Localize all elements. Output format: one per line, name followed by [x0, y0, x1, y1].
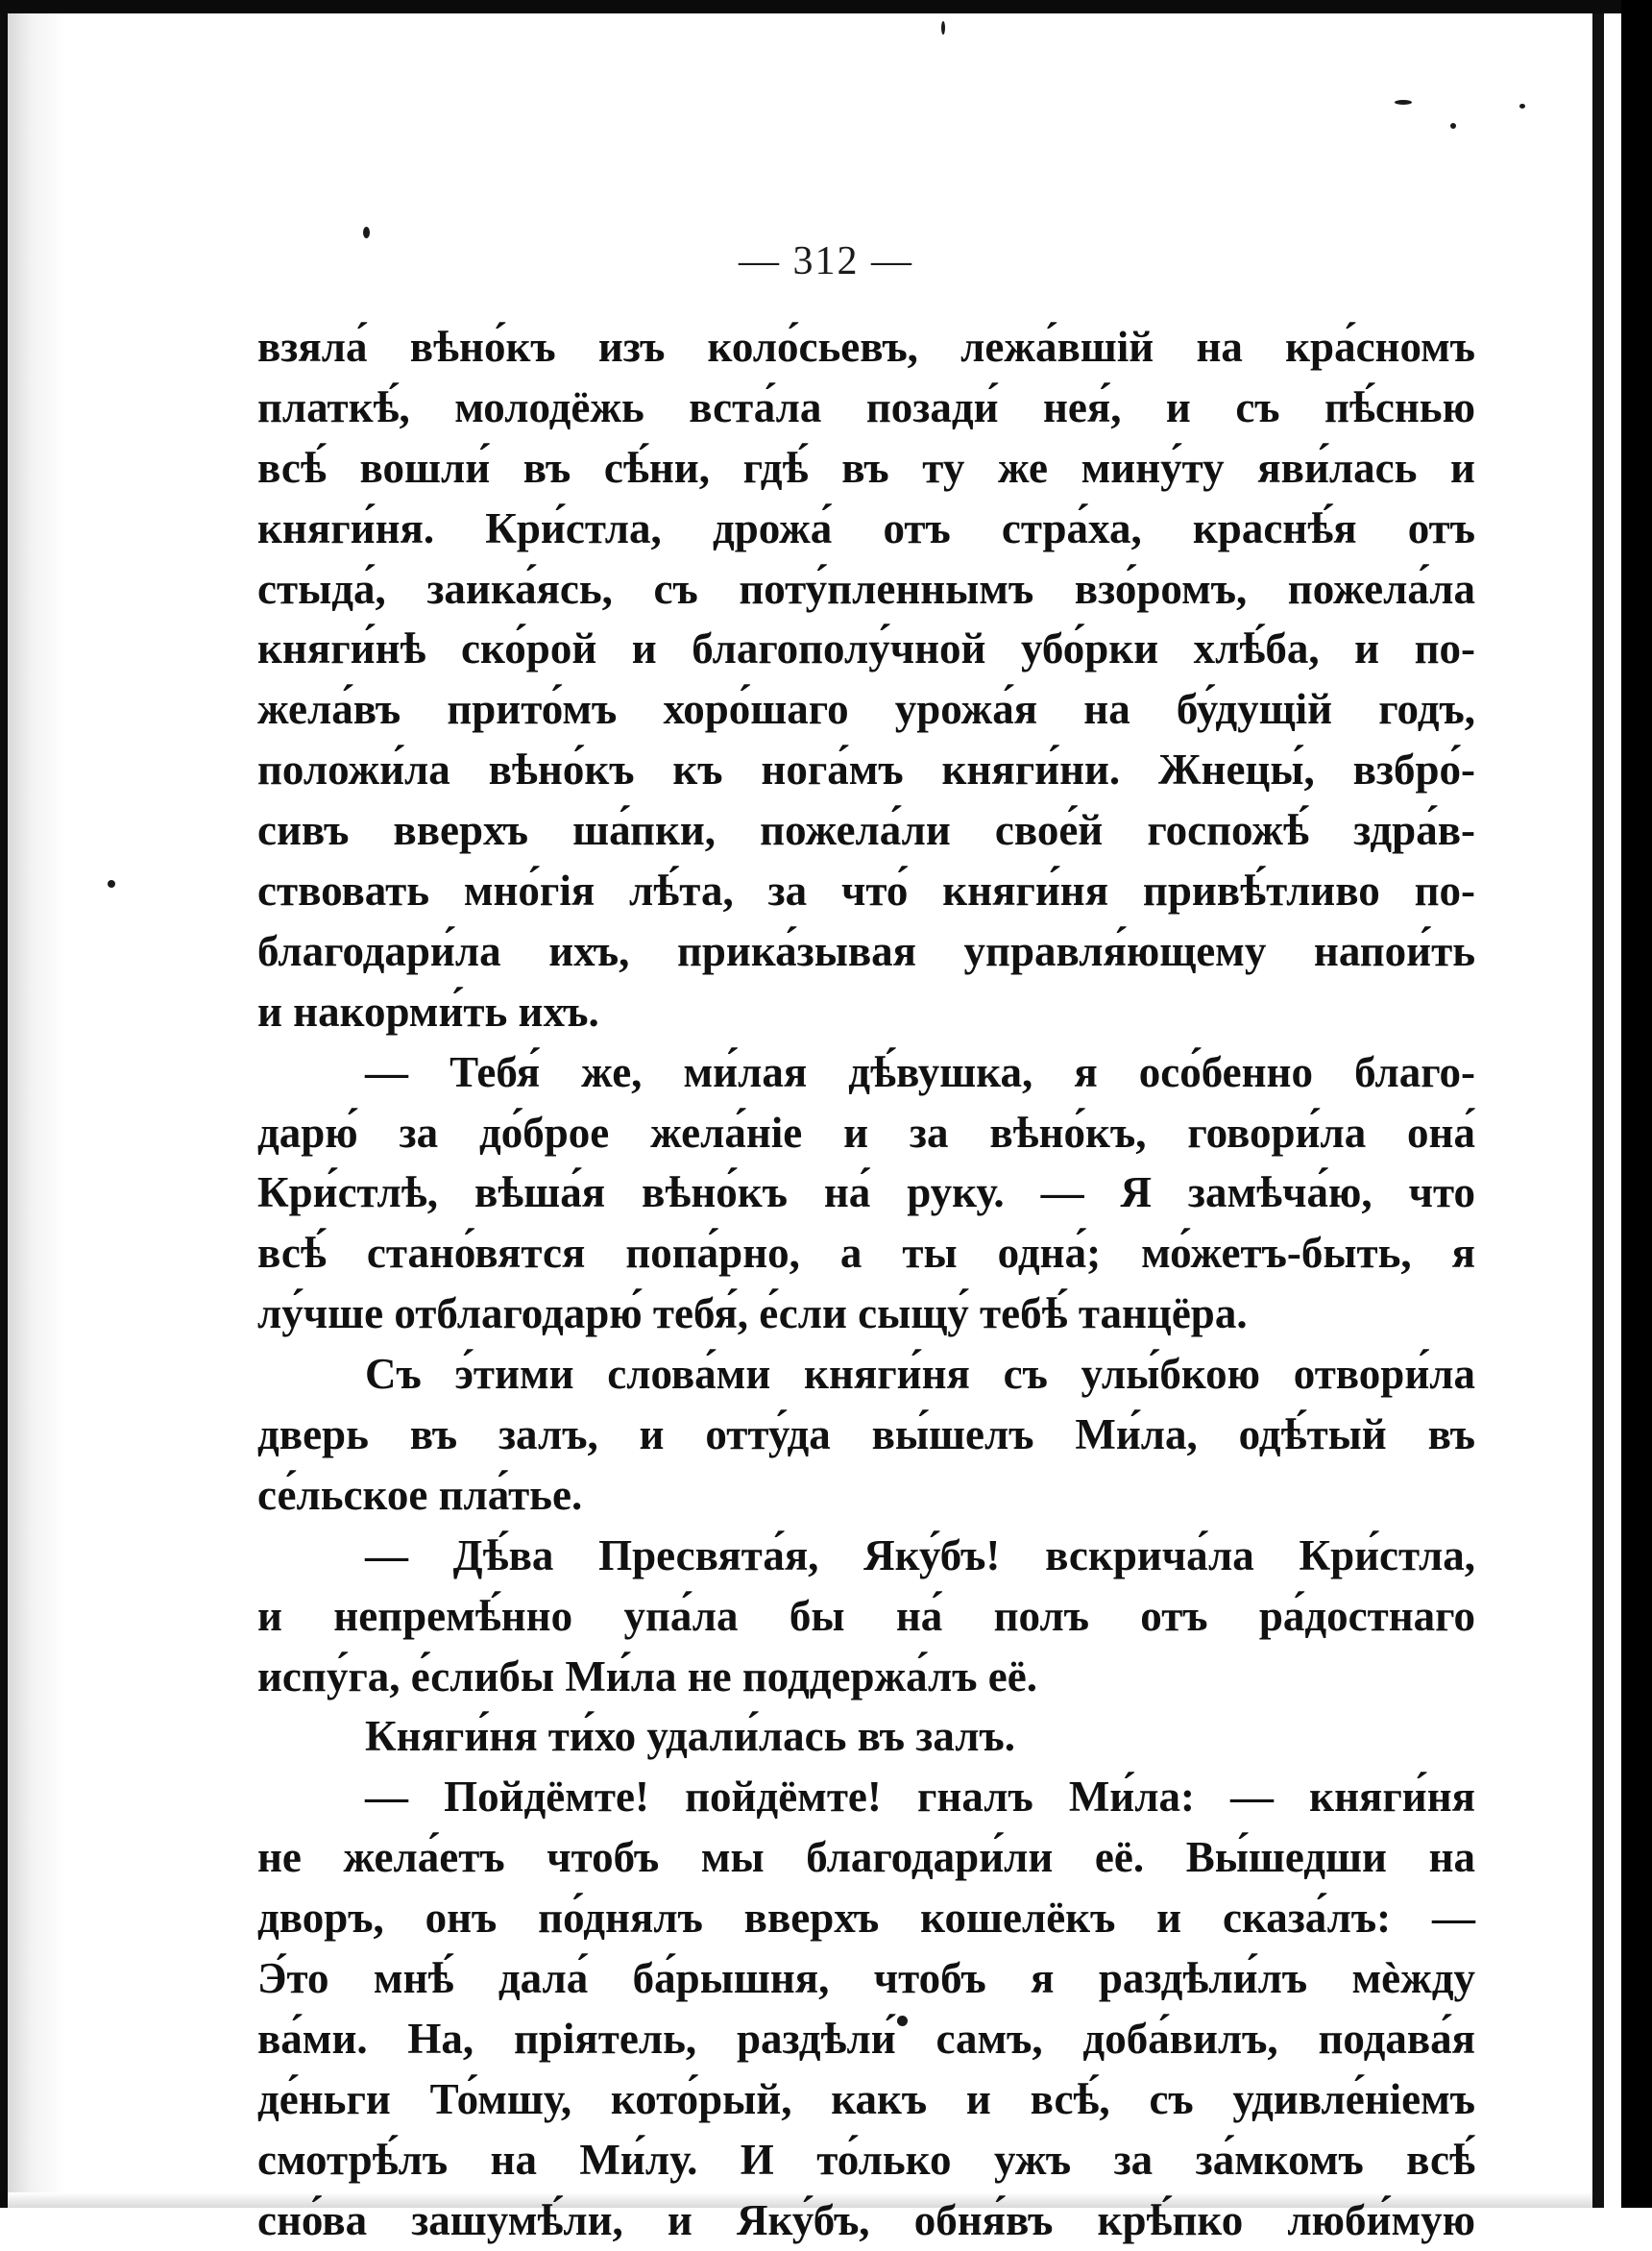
text-line: всѣ́ вошли́ въ сѣ́ни, гдѣ́ въ ту же мину́ту яви́лась и	[257, 443, 1475, 492]
page-number: — 312 —	[739, 239, 913, 283]
dust-speck	[941, 21, 945, 35]
body-text	[257, 317, 1475, 2251]
scan-top-border	[0, 0, 1652, 13]
dust-speck	[1395, 100, 1412, 105]
dust-speck	[363, 227, 370, 238]
text-line: дворъ, онъ по́днялъ вверхъ кошелёкъ и сказа́лъ: —	[257, 1894, 1475, 1943]
text-line: сно́ва зашумѣ́ли, и Яку́бъ, обня́въ крѣ́пко люби́мую	[257, 2195, 1475, 2244]
text-line: дарю́ за до́брое жела́ніе и за вѣно́къ, говори́ла она́	[257, 1108, 1475, 1157]
text-line: дверь въ залъ, и отту́да вы́шелъ Ми́ла, одѣ́тый въ	[257, 1410, 1475, 1459]
text-line: княги́нѣ ско́рой и благополу́чной убо́рки хлѣ́ба, и по-	[257, 624, 1475, 673]
text-line: положи́ла вѣно́къ къ нога́мъ княги́ни. Жнецы́, взбро́-	[257, 746, 1475, 795]
text-line: и накорми́ть ихъ.	[257, 987, 599, 1036]
text-line: — Пойдёмте! пойдёмте! гналъ Ми́ла: — княги́ня	[365, 1773, 1475, 1822]
dust-speck	[108, 880, 115, 888]
text-line: лу́чше отблагодарю́ тебя́, е́сли сыщу́ тебѣ́ танцёра.	[257, 1289, 1248, 1338]
scan-left-border	[0, 0, 8, 2208]
text-line: взяла́ вѣно́къ изъ коло́сьевъ, лежа́вшій на кра́сномъ	[257, 323, 1475, 371]
text-line: ва́ми. На, пріятель, раздѣли́ самъ, доба́вилъ, подава́я	[257, 2014, 1475, 2063]
text-line: испу́га, е́слибы Ми́ла не поддержа́лъ её.	[257, 1652, 1037, 1700]
text-line: княги́ня. Кри́стла, дрожа́ отъ стра́ха, краснѣ́я отъ	[257, 503, 1475, 552]
text-line: стыда́, заика́ясь, съ поту́пленнымъ взо́ромъ, пожела́ла	[257, 564, 1475, 613]
text-line: благодари́ла ихъ, прика́зывая управля́ющему напои́ть	[257, 926, 1475, 975]
text-line: ствовать мно́гія лѣ́та, за что́ княги́ня привѣ́тливо по-	[257, 867, 1475, 916]
text-line: Э́то мнѣ́ дала́ ба́рышня, чтобъ я раздѣли́лъ мѐжду	[257, 1954, 1475, 2003]
scan-right-gap	[1604, 13, 1621, 2208]
dust-speck	[1519, 104, 1525, 109]
text-line: не жела́етъ чтобъ мы благодари́ли её. Вы́шедши на	[257, 1833, 1475, 1882]
text-line: всѣ́ стано́вятся попа́рно, а ты одна́; мо́жетъ-быть, я	[257, 1229, 1475, 1278]
text-line: сивъ вверхъ ша́пки, пожела́ли свое́й госпожѣ́ здра́в-	[257, 806, 1475, 855]
text-line: Княги́ня ти́хо удали́лась въ залъ.	[365, 1712, 1015, 1761]
scan-right-rule	[1592, 13, 1604, 2208]
dust-speck	[1450, 123, 1456, 129]
page-edge-shadow	[8, 13, 65, 2208]
text-line: — Дѣ́ва Пресвята́я, Яку́бъ! вскрича́ла Кри́стла,	[365, 1530, 1475, 1579]
text-line: платкѣ́, молодёжь вста́ла позади́ нея́, и съ пѣ́снью	[257, 382, 1475, 431]
text-line: се́льское пла́тье.	[257, 1470, 583, 1519]
text-line: смотрѣ́лъ на Ми́лу. И то́лько ужъ за за́мкомъ всѣ́	[257, 2135, 1475, 2184]
text-line: де́ньги То́мшу, кото́рый, какъ и всѣ́, съ удивле́ніемъ	[257, 2074, 1475, 2123]
text-line: Съ э́тими слова́ми княги́ня съ улы́бкою отвори́ла	[365, 1350, 1475, 1399]
text-line: жела́въ прито́мъ хоро́шаго урожа́я на бу́дущій годъ,	[257, 685, 1475, 734]
scan-right-border	[1621, 0, 1652, 2208]
text-line: — Тебя́ же, ми́лая дѣ́вушка, я осо́бенно благо-	[365, 1047, 1475, 1096]
text-line: и непремѣ́нно упа́ла бы на́ полъ отъ ра́достнаго	[257, 1591, 1475, 1640]
text-line: Кри́стлѣ, вѣша́я вѣно́къ на́ руку. — Я замѣча́ю, что	[257, 1168, 1475, 1217]
